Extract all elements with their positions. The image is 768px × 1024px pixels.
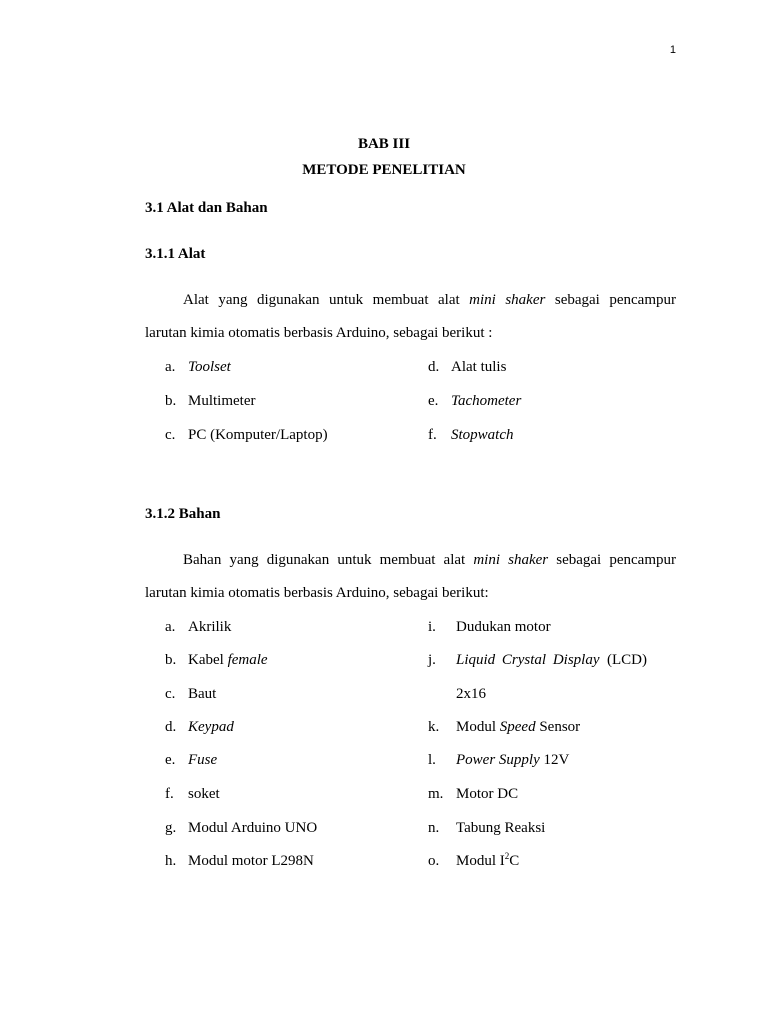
list-item: b. Kabel female [165, 652, 268, 668]
page-number: 1 [669, 44, 676, 56]
list-item: e. Tachometer [428, 393, 522, 409]
bahan-paragraph-line2: larutan kimia otomatis berbasis Arduino, sebagai berikut: [145, 585, 489, 601]
list-item: m. Motor DC [428, 786, 519, 802]
list-item: c. PC (Komputer/Laptop) [165, 427, 328, 443]
list-item: e. Fuse [165, 752, 218, 768]
list-item-continuation: 2x16 [456, 686, 486, 702]
section-heading-3-1-1: 3.1.1 Alat [145, 246, 206, 262]
list-item: c. Baut [165, 686, 217, 702]
list-item: g. Modul Arduino UNO [165, 820, 318, 836]
chapter-title: METODE PENELITIAN [302, 162, 466, 178]
list-item: f. Stopwatch [428, 427, 514, 443]
list-item: f. soket [165, 786, 220, 802]
chapter-label: BAB III [357, 136, 411, 152]
list-item: d. Keypad [165, 719, 234, 735]
bahan-paragraph-line1: Bahan yang digunakan untuk membuat alat mini shaker sebagai pencampur [183, 552, 676, 568]
list-item: k. Modul Speed Sensor [428, 719, 581, 735]
alat-paragraph-line1: Alat yang digunakan untuk membuat alat mini shaker sebagai pencampur [183, 292, 676, 308]
section-heading-3-1-2: 3.1.2 Bahan [145, 506, 221, 522]
list-item: d. Alat tulis [428, 359, 507, 375]
section-heading-3-1: 3.1 Alat dan Bahan [145, 200, 268, 216]
list-item: h. Modul motor L298N [165, 853, 314, 869]
list-item: n. Tabung Reaksi [428, 820, 546, 836]
list-item: i. Dudukan motor [428, 619, 551, 635]
list-item: l. Power Supply 12V [428, 752, 570, 768]
list-item: o. Modul $I^2C$ [428, 851, 520, 869]
list-item: a. Toolset [165, 359, 231, 375]
list-item: j. Liquid Crystal Display (LCD) [428, 652, 648, 668]
list-item: b. Multimeter [165, 393, 256, 409]
alat-paragraph-line2: larutan kimia otomatis berbasis Arduino, sebagai berikut : [145, 325, 493, 341]
list-item: a. Akrilik [165, 619, 232, 635]
